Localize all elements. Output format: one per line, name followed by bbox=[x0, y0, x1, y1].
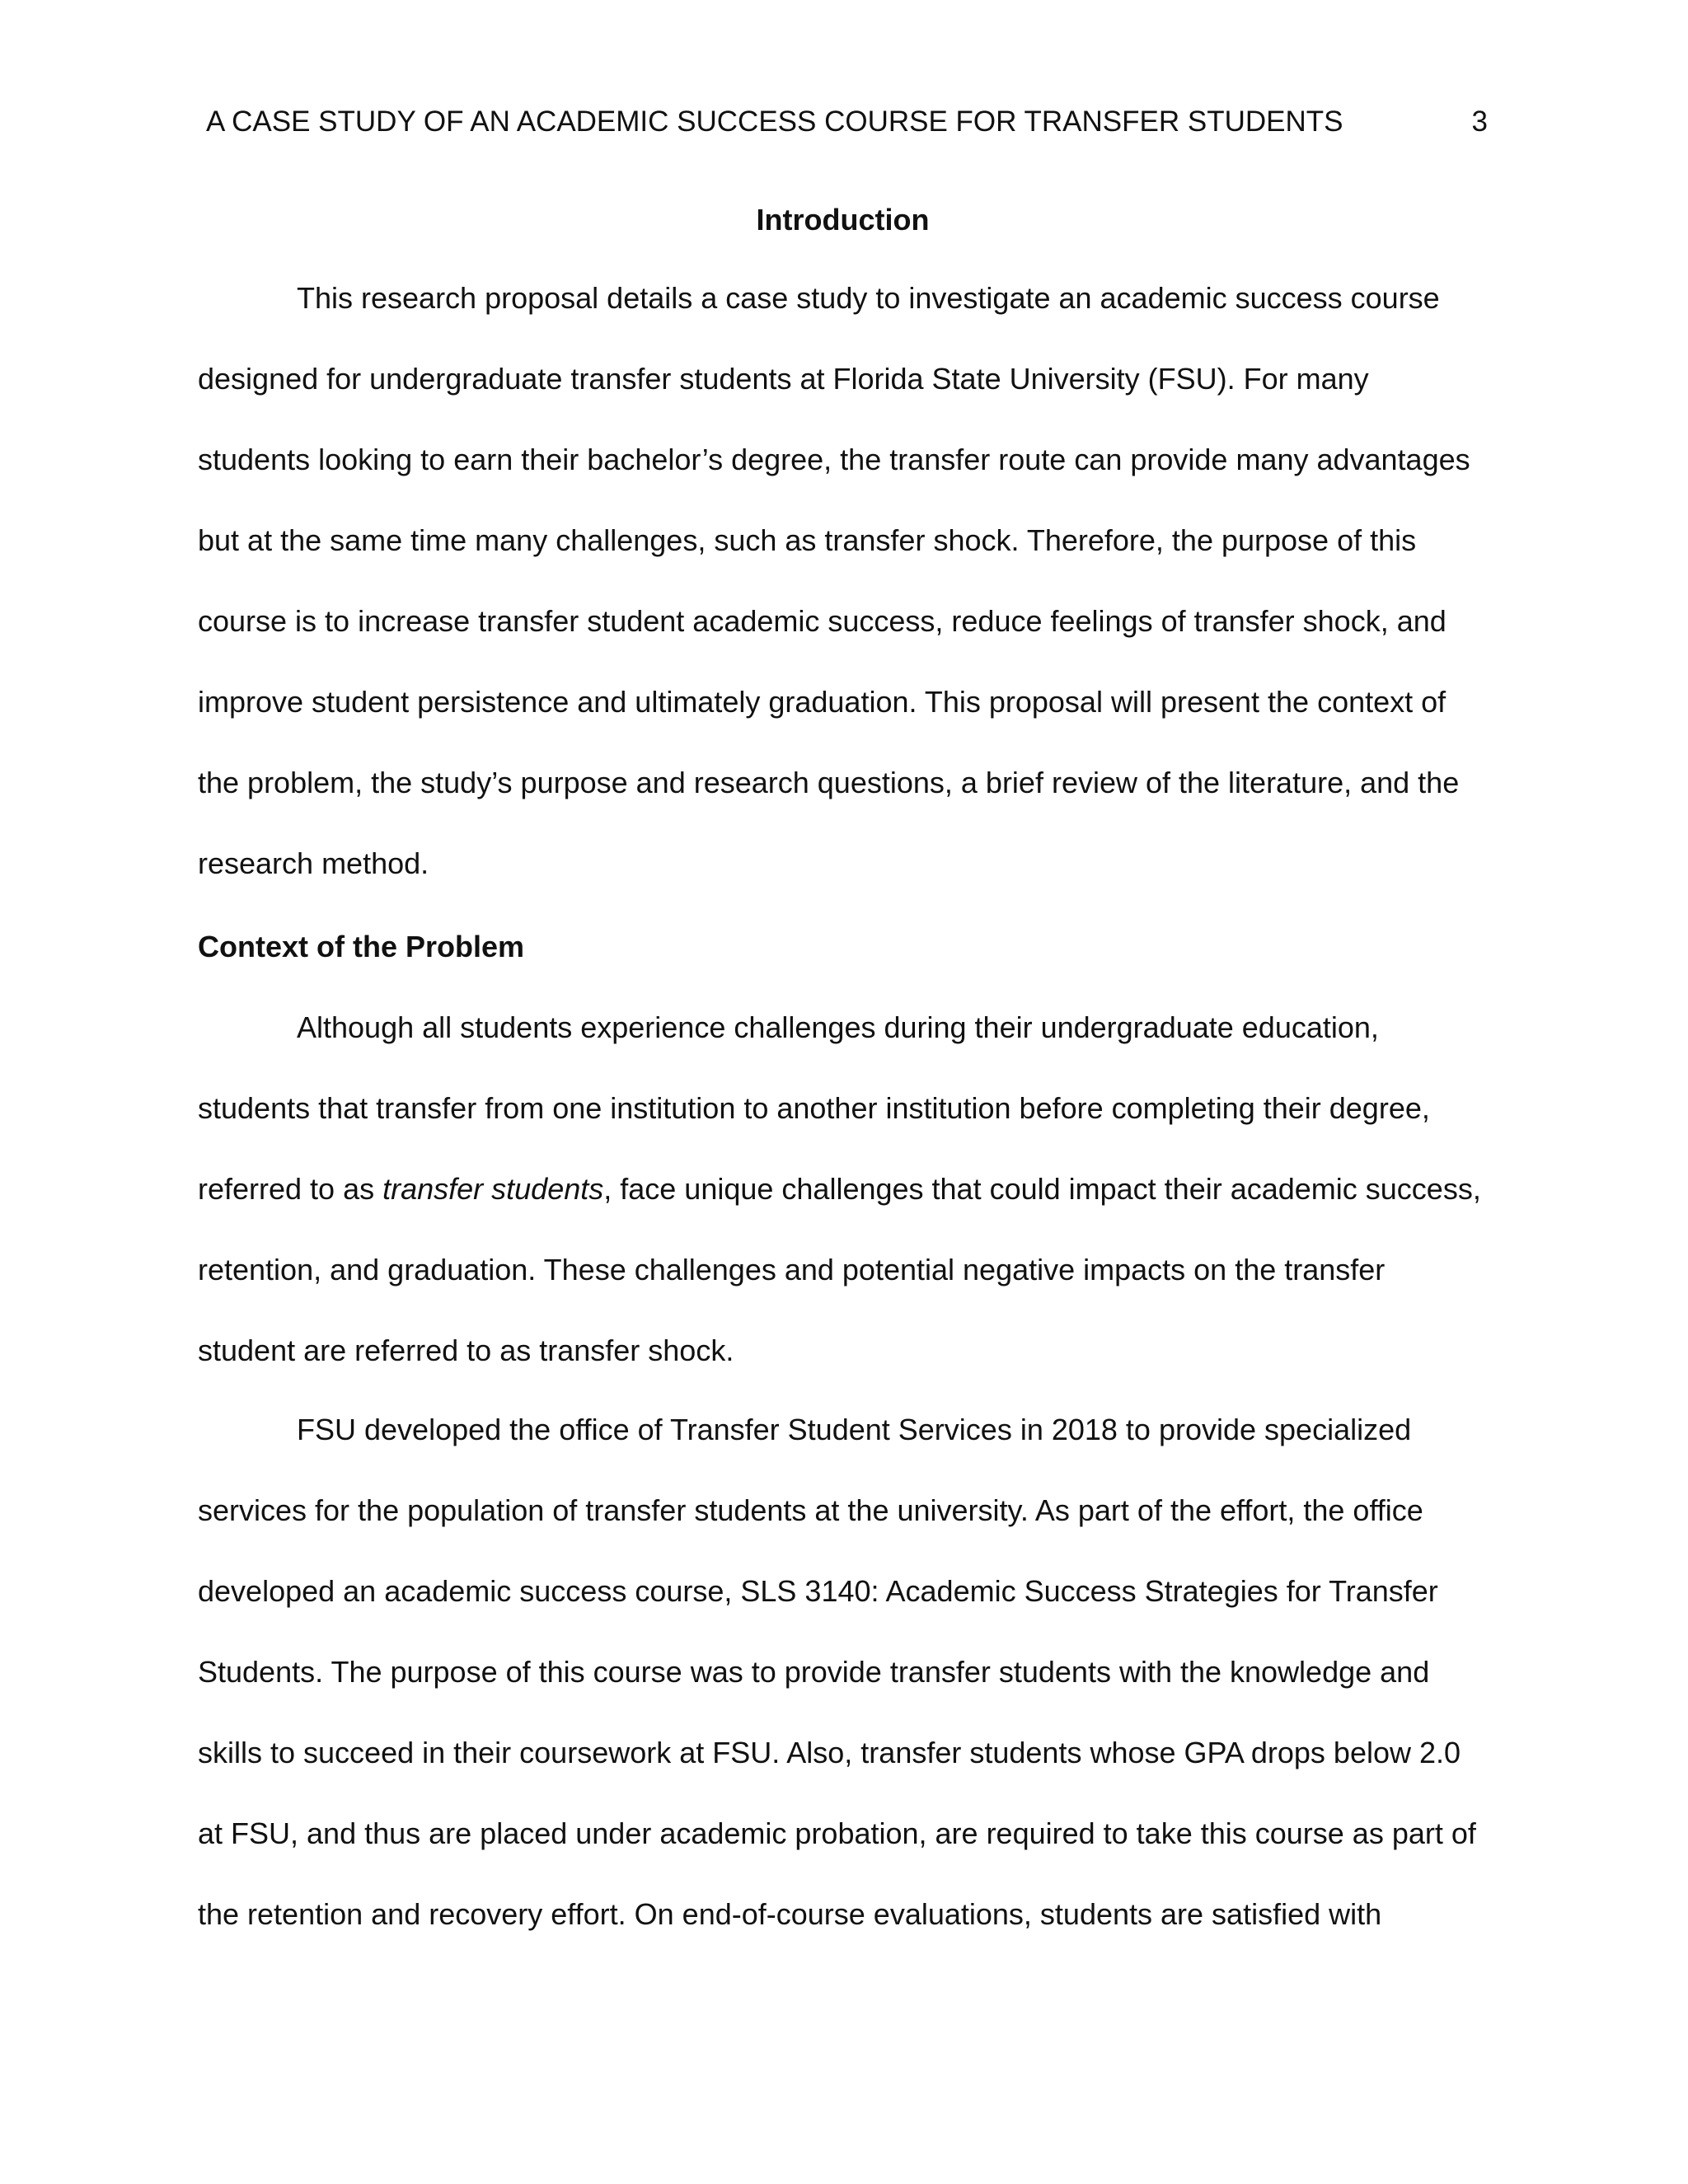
running-head bbox=[206, 97, 1496, 147]
context-heading: Context of the Problem bbox=[198, 930, 525, 963]
introduction-heading: Introduction bbox=[756, 203, 930, 237]
page-number: 3 bbox=[1471, 105, 1488, 138]
context-paragraph-1 bbox=[198, 987, 1488, 1391]
running-head-title: A CASE STUDY OF AN ACADEMIC SUCCESS COURSE FOR TRANSFER STUDENTS bbox=[206, 105, 1343, 138]
context-paragraph-1-italic-term: transfer students bbox=[382, 1172, 604, 1206]
context-paragraph-1-part-b: , face unique challenges that could impact their academic success, retention, and graduation. These challenges and potential negative impacts on the transfer student are referred to as transfer shock. bbox=[198, 1172, 1481, 1367]
context-paragraph-2: FSU developed the office of Transfer Student Services in 2018 to provide specialized services for the population of transfer students at the university. As part of the effort, the office developed an academic success course, SLS 3140: Academic Success Strategies for Transfer Students. The purpose of this course was to provide transfer students with the knowledge and skills to succeed in their coursework at FSU. Also, transfer students whose GPA drops below 2.0 at FSU, and thus are placed under academic probation, are required to take this course as part of the retention and recovery effort. On end-of-course evaluations, students are satisfied with bbox=[198, 1413, 1476, 1931]
introduction-paragraph: This research proposal details a case study to investigate an academic success course designed for undergraduate transfer students at Florida State University (FSU). For many students looking to earn their bachelor’s degree, the transfer route can provide many advantages but at the same time many challenges, such as transfer shock. Therefore, the purpose of this course is to increase transfer student academic success, reduce feelings of transfer shock, and improve student persistence and ultimately graduation. This proposal will present the context of the problem, the study’s purpose and research questions, a brief review of the literature, and the research method. bbox=[198, 281, 1470, 880]
context-paragraph-1-part-a: Although all students experience challenges during their undergraduate education, students that transfer from one institution to another institution before completing their degree, referred to as bbox=[198, 1010, 1430, 1206]
